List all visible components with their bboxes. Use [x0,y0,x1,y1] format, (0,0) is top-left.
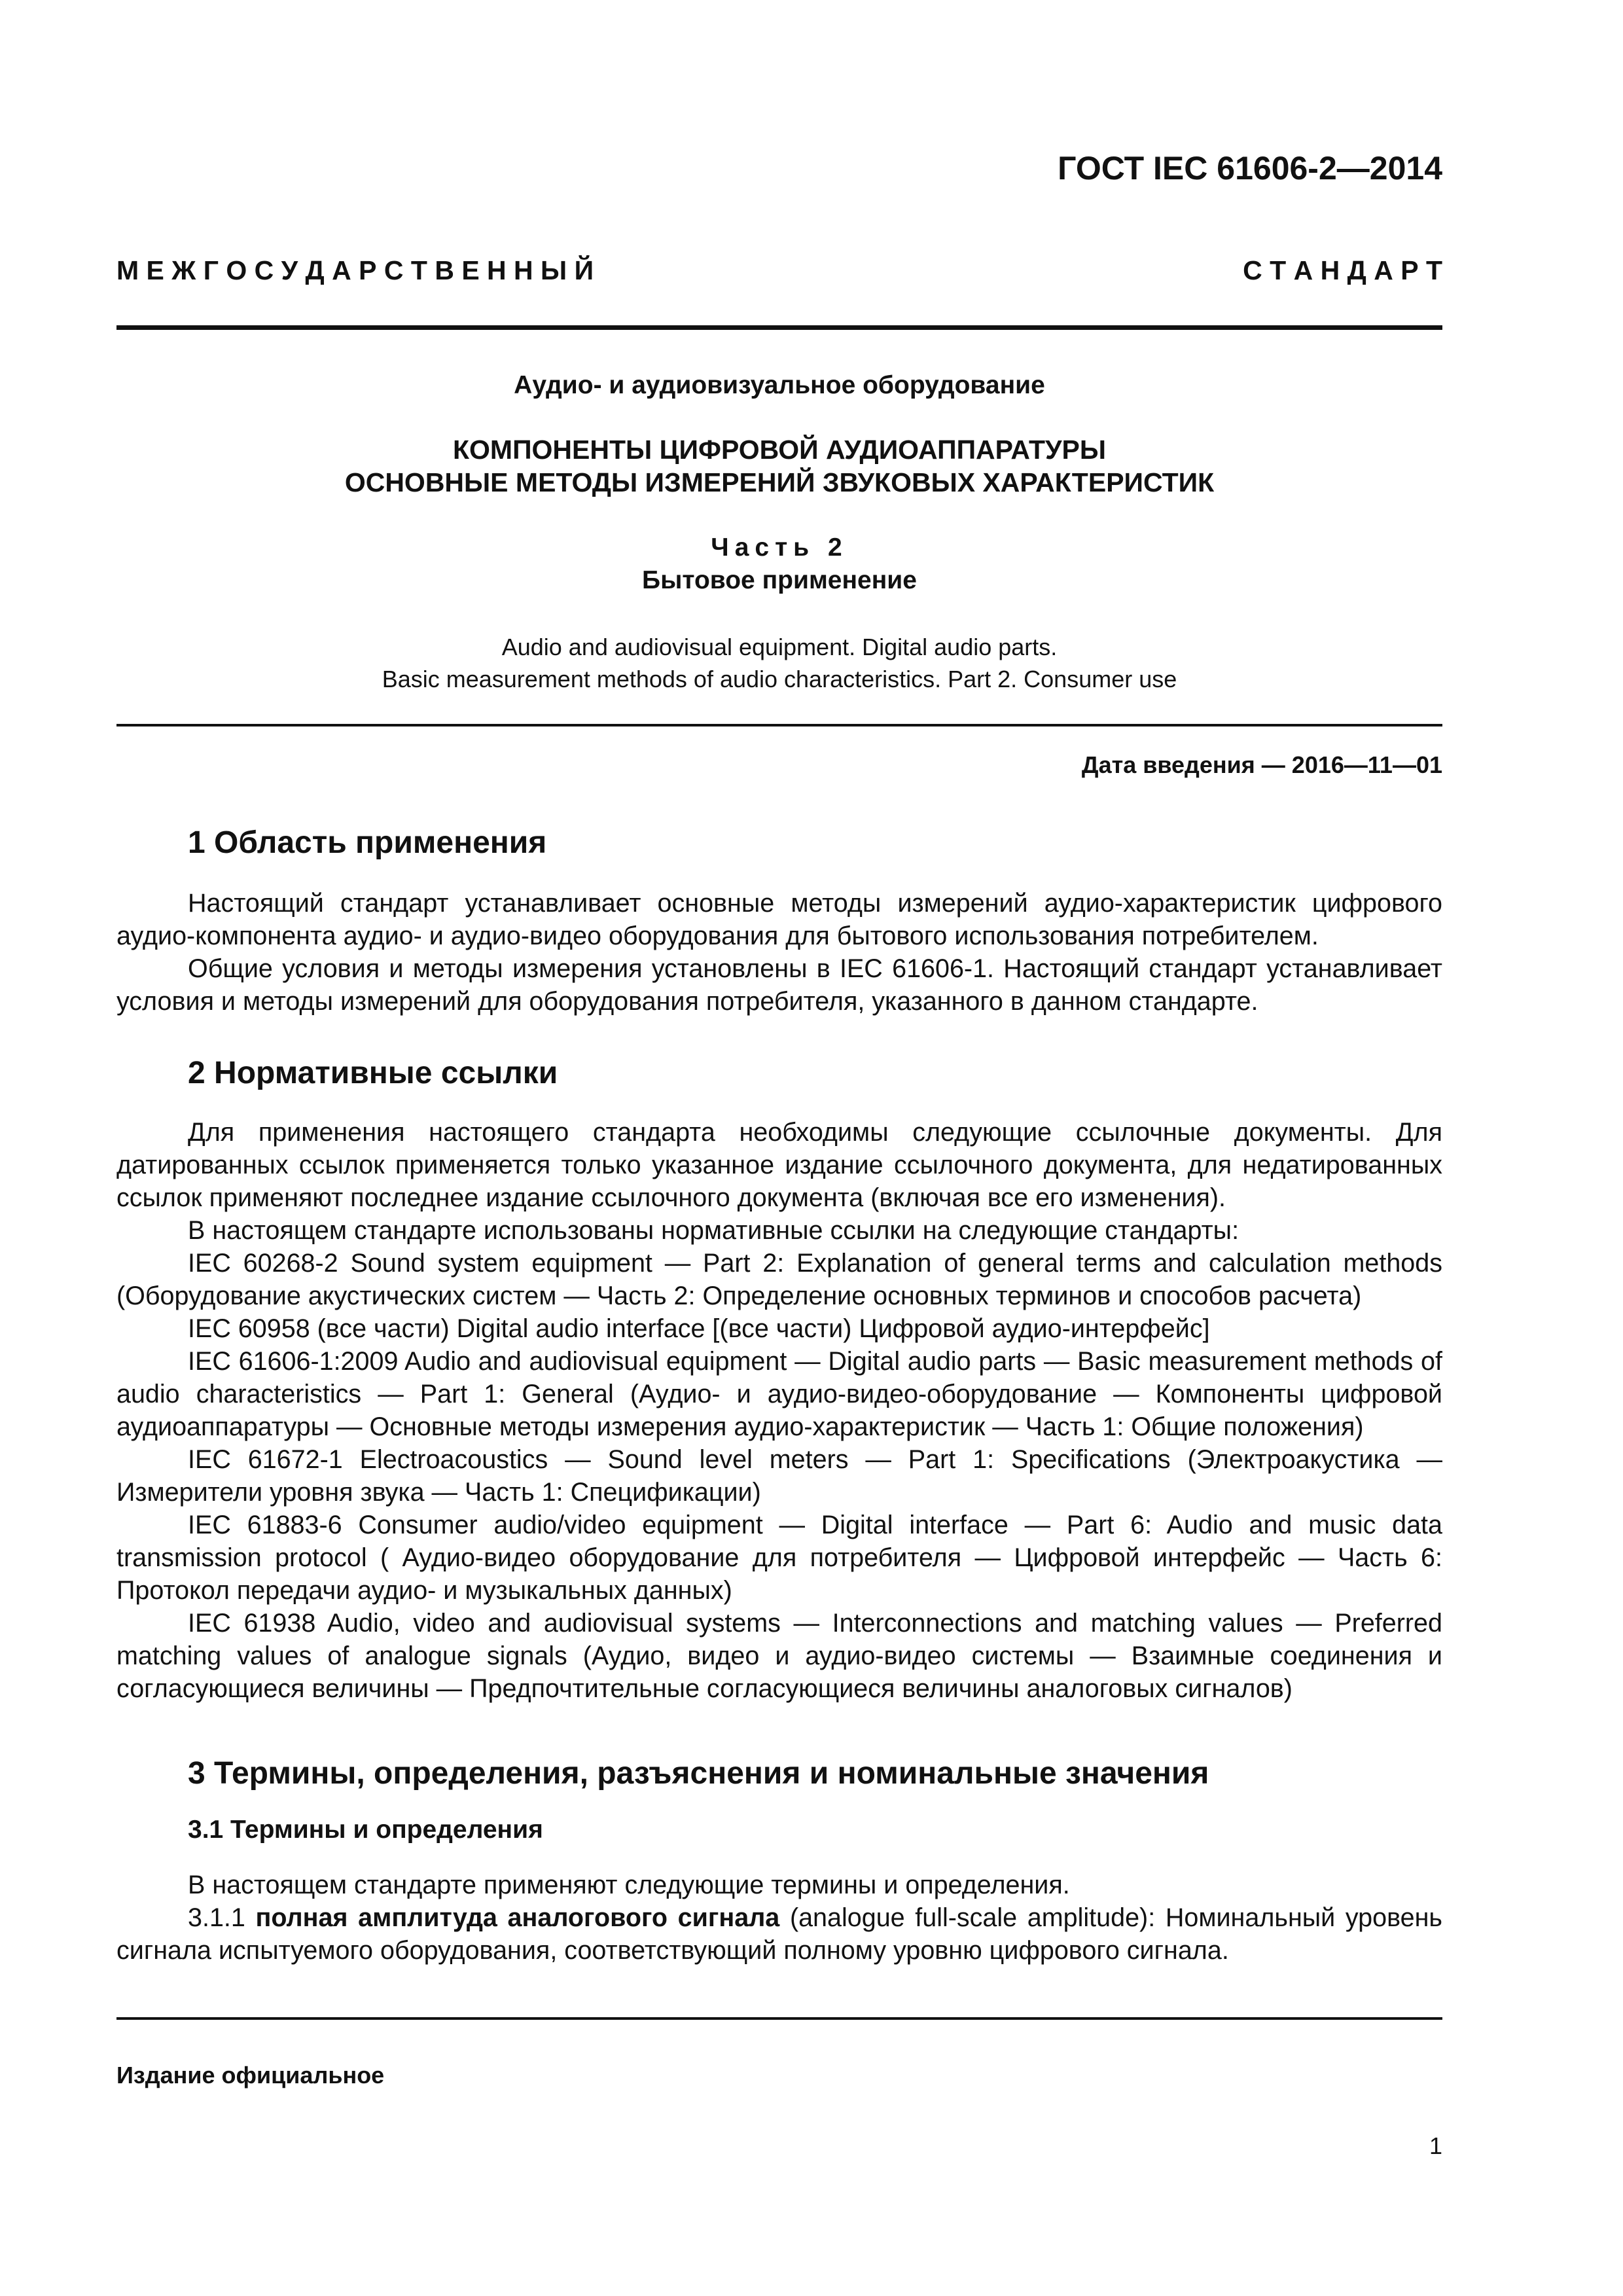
term-definition [116,1901,1442,1967]
english-title-line-2: Basic measurement methods of audio characteristics. Part 2. Consumer use [382,666,1177,692]
title-line-1: Аудио- и аудиовизуальное оборудование [514,371,1045,399]
term-description: (analogue full-scale amplitude): Номинальный уровень сигнала испытуемого оборудования, соответствующий полному уровню цифрового сигнала. [116,1903,1443,1965]
title-line-3: ОСНОВНЫЕ МЕТОДЫ ИЗМЕРЕНИЙ ЗВУКОВЫХ ХАРАКТЕРИСТИК [344,467,1215,497]
section-3-heading: 3 Термины, определения, разъяснения и номинальные значения [188,1756,1209,1791]
section-1-heading: 1 Область применения [188,825,547,860]
subsection-3-1-heading: 3.1 Термины и определения [188,1816,543,1844]
normative-reference: IEC 61672-1 Electroacoustics — Sound level meters — Part 1: Specifications (Электроакустика — Измерители уровня звука — Часть 1: Спецификации) [116,1445,1442,1507]
normative-reference: IEC 61606-1:2009 Audio and audiovisual equipment — Digital audio parts — Basic measurement methods of audio characteristics — Part 1: General (Аудио- и аудио-видео-оборудование — Компоненты цифровой аудиоаппаратуры — Основные методы измерения аудио-характеристик — Часть 1: Общие положения) [116,1347,1442,1441]
section-1-paragraph: Настоящий стандарт устанавливает основные методы измерений аудио-характеристик цифрового аудио-компонента аудио- и аудио-видео оборудования для бытового использования потребителем. [116,889,1442,950]
standard-banner [116,255,1442,286]
part-title: Бытовое применение [642,566,917,594]
section-3-paragraph: В настоящем стандарте применяют следующие термины и определения. [188,1871,1070,1899]
section-1-body [116,887,1442,1018]
document-code: ГОСТ IEC 61606-2—2014 [1058,150,1442,187]
banner-word-standard: С Т А Н Д А Р Т [1243,255,1442,285]
section-2-paragraph: В настоящем стандарте использованы нормативные ссылки на следующие стандарты: [188,1216,1240,1245]
header-divider [116,325,1442,330]
footer-divider [116,2017,1442,2020]
term-number: 3.1.1 [188,1903,245,1932]
section-2-paragraph: Для применения настоящего стандарта необходимы следующие ссылочные документы. Для датированных ссылок применяется только указанное издание ссылочного документа, для недатированных ссылок применяют последнее издание ссылочного документа (включая все его изменения). [116,1118,1442,1212]
effective-date: Дата введения — 2016—11—01 [1081,751,1442,778]
banner-word-interstate: М Е Ж Г О С У Д А Р С Т В Е Н Н Ы Й [116,255,594,285]
section-2-body [116,1116,1442,1705]
section-3-body [116,1869,1442,1967]
section-1-paragraph: Общие условия и методы измерения установлены в IEC 61606-1. Настоящий стандарт устанавливает условия и методы измерений для оборудования потребителя, указанного в данном стандарте. [116,954,1442,1016]
normative-reference: IEC 61938 Audio, video and audiovisual systems — Interconnections and matching values — Preferred matching values of analogue signals (Аудио, видео и аудио-видео системы — Взаимные соединения и согласующиеся величины — Предпочтительные согласующиеся величины аналоговых сигналов) [116,1609,1442,1703]
title-divider [116,724,1442,726]
normative-reference: IEC 61883-6 Consumer audio/video equipment — Digital interface — Part 6: Audio and music data transmission protocol ( Аудио-видео оборудование для потребителя — Цифровой интерфейс — Часть 6: Протокол передачи аудио- и музыкальных данных) [116,1511,1442,1605]
english-title-line-1: Audio and audiovisual equipment. Digital audio parts. [501,634,1058,660]
part-label: Часть 2 [711,533,848,562]
normative-reference: IEC 60958 (все части) Digital audio interface [(все части) Цифровой аудио-интерфейс] [188,1314,1210,1343]
normative-reference: IEC 60268-2 Sound system equipment — Part 2: Explanation of general terms and calculation methods (Оборудование акустических систем — Часть 2: Определение основных терминов и способов расчета) [116,1249,1442,1310]
official-edition-label: Издание официальное [116,2062,385,2089]
term-name: полная амплитуда аналогового сигнала [255,1903,780,1932]
title-line-2: КОМПОНЕНТЫ ЦИФРОВОЙ АУДИОАППАРАТУРЫ [453,435,1106,465]
page-number: 1 [1429,2132,1442,2159]
section-2-heading: 2 Нормативные ссылки [188,1056,558,1090]
